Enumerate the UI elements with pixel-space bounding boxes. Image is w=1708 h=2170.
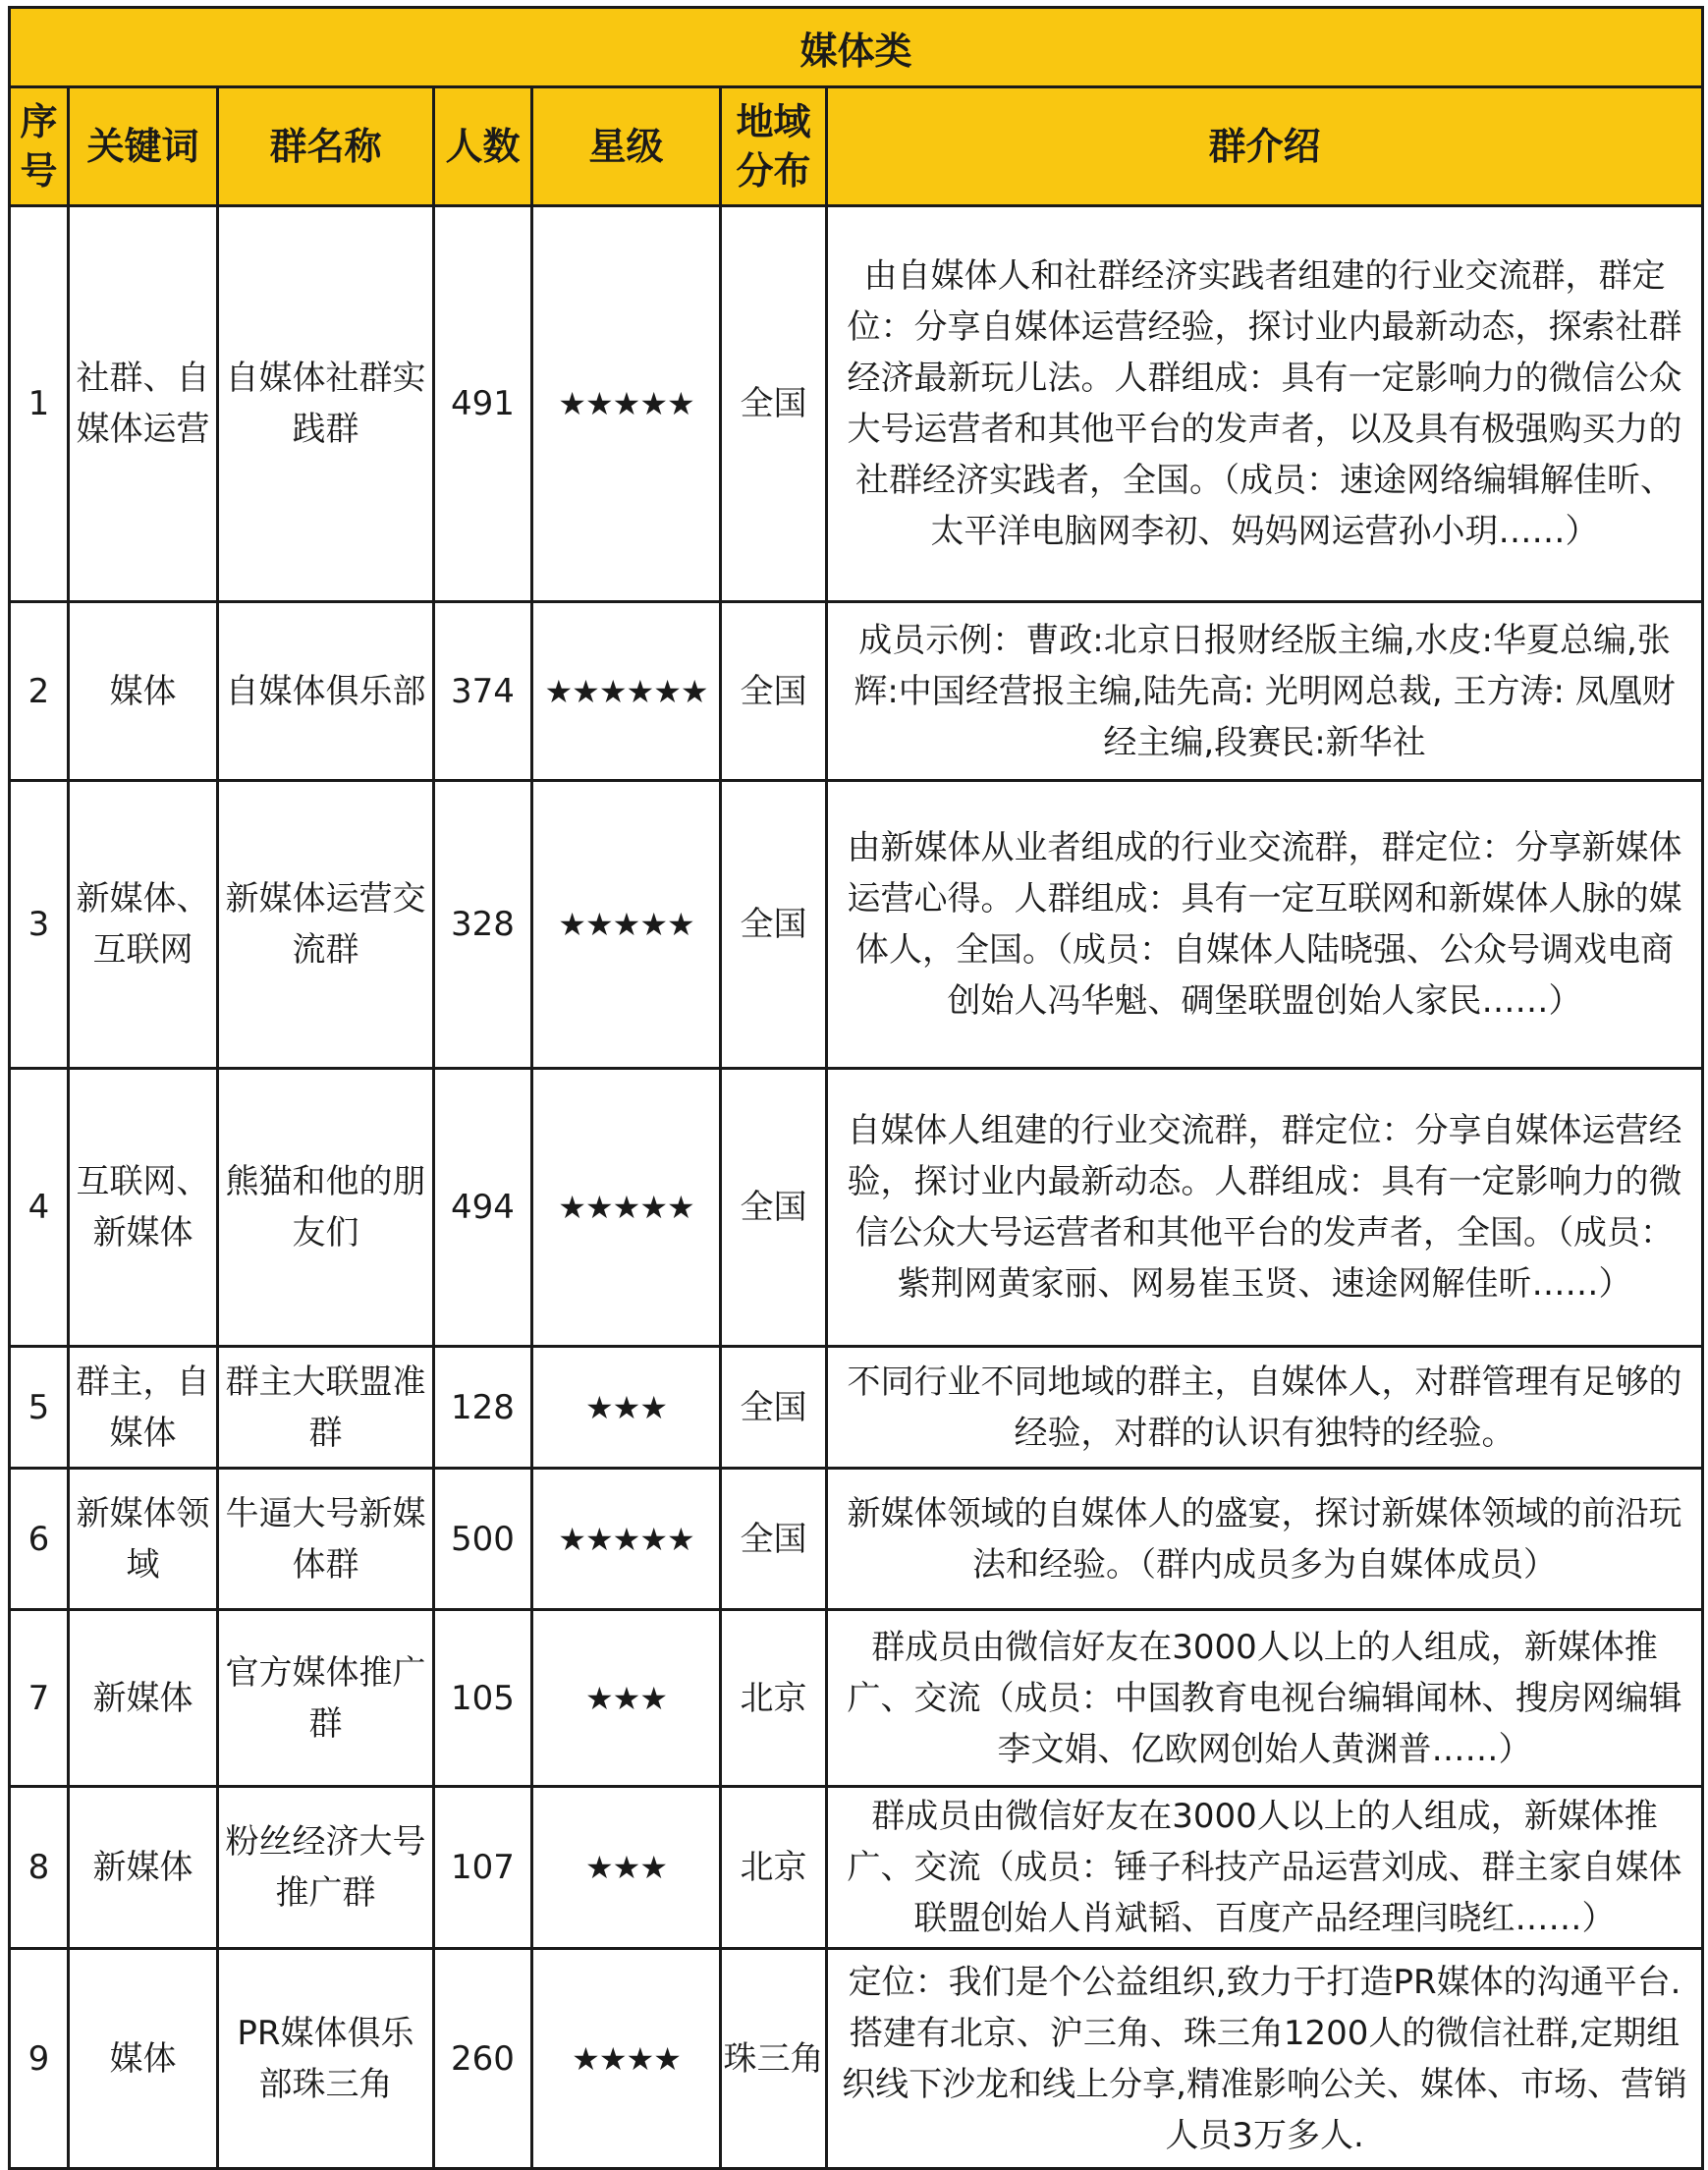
cell-count: 128: [434, 1347, 532, 1469]
cell-count: 105: [434, 1610, 532, 1787]
cell-keyword: 新媒体: [69, 1787, 218, 1949]
cell-region: 全国: [721, 602, 827, 781]
header-region: 地域分布: [721, 87, 827, 206]
cell-name: 粉丝经济大号推广群: [218, 1787, 434, 1949]
media-group-table-container: [8, 6, 1701, 2170]
header-keyword: 关键词: [69, 87, 218, 206]
cell-name: 牛逼大号新媒体群: [218, 1469, 434, 1610]
cell-region: 全国: [721, 781, 827, 1069]
cell-count: 107: [434, 1787, 532, 1949]
cell-stars: ★★★★★: [532, 206, 721, 602]
cell-count: 491: [434, 206, 532, 602]
cell-count: 494: [434, 1069, 532, 1347]
cell-keyword: 群主，自媒体: [69, 1347, 218, 1469]
cell-region: 全国: [721, 1347, 827, 1469]
cell-count: 374: [434, 602, 532, 781]
cell-intro: 群成员由微信好友在3000人以上的人组成，新媒体推广、交流（成员：中国教育电视台编辑闻林、搜房网编辑李文娟、亿欧网创始人黄渊普……）: [827, 1610, 1703, 1787]
table-header-row: [10, 87, 1703, 206]
cell-stars: ★★★★★: [532, 1469, 721, 1610]
table-row: [10, 602, 1703, 781]
cell-intro: 自媒体人组建的行业交流群，群定位：分享自媒体运营经验，探讨业内最新动态。人群组成：具有一定影响力的微信公众大号运营者和其他平台的发声者，全国。（成员：紫荆网黄家丽、网易崔玉贤、速途网解佳昕……）: [827, 1069, 1703, 1347]
cell-count: 328: [434, 781, 532, 1069]
cell-seq: 1: [10, 206, 69, 602]
cell-intro: 定位：我们是个公益组织,致力于打造PR媒体的沟通平台.搭建有北京、沪三角、珠三角1200人的微信社群,定期组织线下沙龙和线上分享,精准影响公关、媒体、市场、营销人员3万多人.: [827, 1949, 1703, 2169]
cell-seq: 6: [10, 1469, 69, 1610]
header-stars: 星级: [532, 87, 721, 206]
cell-keyword: 社群、自媒体运营: [69, 206, 218, 602]
cell-stars: ★★★★★★: [532, 602, 721, 781]
cell-seq: 4: [10, 1069, 69, 1347]
cell-name: 自媒体社群实践群: [218, 206, 434, 602]
cell-intro: 成员示例：曹政:北京日报财经版主编,水皮:华夏总编,张辉:中国经营报主编,陆先高: 光明网总裁, 王方涛: 凤凰财经主编,段赛民:新华社: [827, 602, 1703, 781]
cell-name: 自媒体俱乐部: [218, 602, 434, 781]
table-row: [10, 1469, 1703, 1610]
cell-region: 全国: [721, 1069, 827, 1347]
cell-seq: 5: [10, 1347, 69, 1469]
cell-keyword: 媒体: [69, 602, 218, 781]
cell-stars: ★★★★: [532, 1949, 721, 2169]
cell-seq: 9: [10, 1949, 69, 2169]
cell-keyword: 互联网、新媒体: [69, 1069, 218, 1347]
table-row: [10, 206, 1703, 602]
cell-keyword: 新媒体: [69, 1610, 218, 1787]
cell-intro: 群成员由微信好友在3000人以上的人组成，新媒体推广、交流（成员：锤子科技产品运营刘成、群主家自媒体联盟创始人肖斌韬、百度产品经理闫晓红……）: [827, 1787, 1703, 1949]
table-title: 媒体类: [10, 8, 1703, 87]
table-row: [10, 1949, 1703, 2169]
cell-stars: ★★★: [532, 1347, 721, 1469]
table-row: [10, 781, 1703, 1069]
cell-name: 群主大联盟准群: [218, 1347, 434, 1469]
header-seq: 序号: [10, 87, 69, 206]
cell-name: 官方媒体推广群: [218, 1610, 434, 1787]
cell-name: 熊猫和他的朋友们: [218, 1069, 434, 1347]
media-group-table: [8, 6, 1704, 2170]
cell-name: PR媒体俱乐部珠三角: [218, 1949, 434, 2169]
cell-region: 珠三角: [721, 1949, 827, 2169]
table-row: [10, 1347, 1703, 1469]
cell-intro: 新媒体领域的自媒体人的盛宴，探讨新媒体领域的前沿玩法和经验。（群内成员多为自媒体成员）: [827, 1469, 1703, 1610]
cell-seq: 2: [10, 602, 69, 781]
cell-intro: 由自媒体人和社群经济实践者组建的行业交流群，群定位：分享自媒体运营经验，探讨业内最新动态，探索社群经济最新玩儿法。人群组成：具有一定影响力的微信公众大号运营者和其他平台的发声者，以及具有极强购买力的社群经济实践者，全国。（成员：速途网络编辑解佳昕、太平洋电脑网李初、妈妈网运营孙小玥……）: [827, 206, 1703, 602]
cell-stars: ★★★★★: [532, 781, 721, 1069]
cell-count: 500: [434, 1469, 532, 1610]
cell-count: 260: [434, 1949, 532, 2169]
table-title-row: [10, 8, 1703, 87]
header-count: 人数: [434, 87, 532, 206]
cell-region: 北京: [721, 1787, 827, 1949]
cell-stars: ★★★★★: [532, 1069, 721, 1347]
header-intro: 群介绍: [827, 87, 1703, 206]
cell-region: 北京: [721, 1610, 827, 1787]
cell-intro: 不同行业不同地域的群主，自媒体人，对群管理有足够的经验，对群的认识有独特的经验。: [827, 1347, 1703, 1469]
cell-keyword: 媒体: [69, 1949, 218, 2169]
cell-region: 全国: [721, 1469, 827, 1610]
cell-stars: ★★★: [532, 1610, 721, 1787]
cell-keyword: 新媒体、互联网: [69, 781, 218, 1069]
header-name: 群名称: [218, 87, 434, 206]
table-row: [10, 1787, 1703, 1949]
table-row: [10, 1610, 1703, 1787]
cell-stars: ★★★: [532, 1787, 721, 1949]
cell-name: 新媒体运营交流群: [218, 781, 434, 1069]
cell-seq: 8: [10, 1787, 69, 1949]
cell-region: 全国: [721, 206, 827, 602]
cell-keyword: 新媒体领域: [69, 1469, 218, 1610]
cell-seq: 3: [10, 781, 69, 1069]
cell-intro: 由新媒体从业者组成的行业交流群，群定位：分享新媒体运营心得。人群组成：具有一定互联网和新媒体人脉的媒体人，全国。（成员：自媒体人陆晓强、公众号调戏电商创始人冯华魁、碉堡联盟创始人家民……）: [827, 781, 1703, 1069]
cell-seq: 7: [10, 1610, 69, 1787]
table-row: [10, 1069, 1703, 1347]
